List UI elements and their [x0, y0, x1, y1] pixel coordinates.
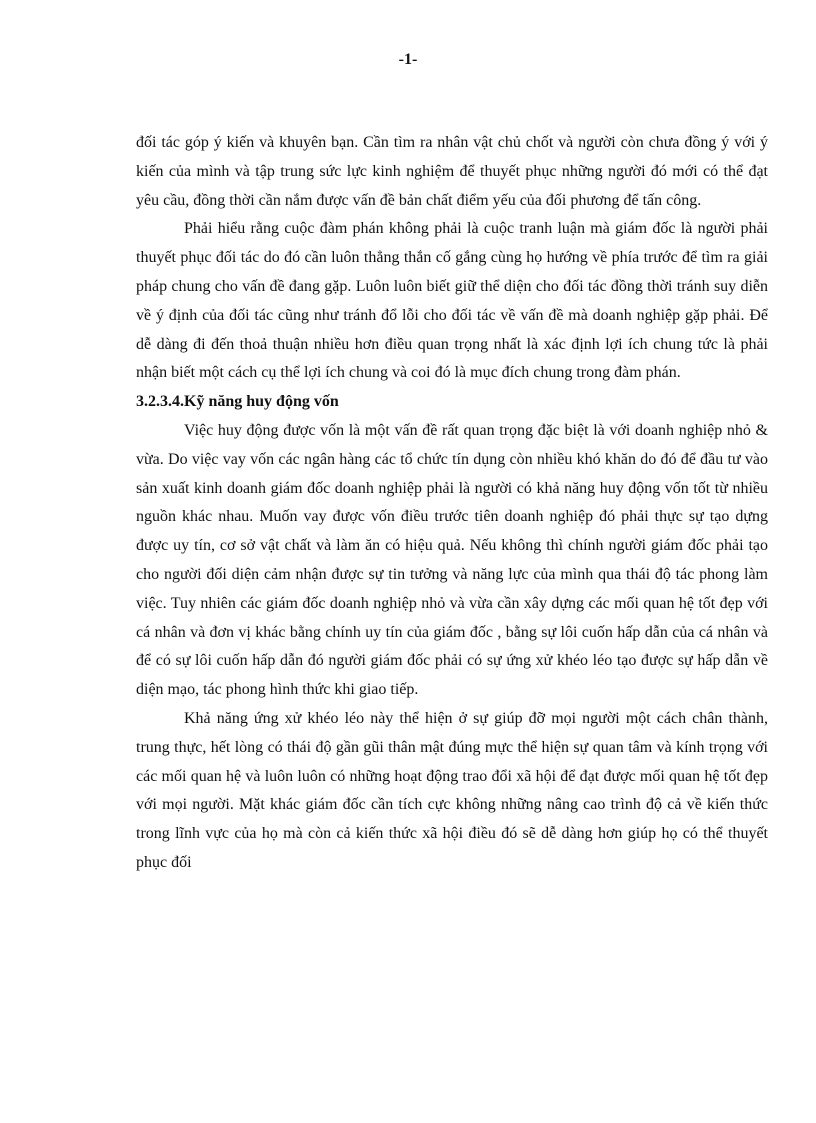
paragraph-2: Phải hiểu rằng cuộc đàm phán không phải là cuộc tranh luận mà giám đốc là người phải thuyết phục đối tác do đó cần luôn thẳng thắn cố gắng cùng họ hướng về phía trước để tìm ra giải pháp chung cho vấn đề đang gặp. Luôn luôn biết giữ thể diện cho đối tác đồng thời tránh suy diễn về ý định của đối tác cũng như tránh đổ lỗi cho đối tác về vấn đề mà doanh nghiệp gặp phải. Để dễ dàng đi đến thoả thuận nhiều hơn điều quan trọng nhất là xác định lợi ích chung tức là phải nhận biết một cách cụ thể lợi ích chung và coi đó là mục đích chung trong đàm phán. — [136, 220, 768, 382]
section-heading: 3.2.3.4.Kỹ năng huy động vốn — [136, 393, 339, 411]
paragraph-1: đối tác góp ý kiến và khuyên bạn. Cần tìm ra nhân vật chủ chốt và người còn chưa đồng ý với ý kiến của mình và tập trung sức lực kinh nghiệm để thuyết phục những người đó mới có thể đạt yêu cầu, đồng thời cần nắm được vấn đề bản chất điểm yếu của đối phương để tấn công. — [136, 134, 768, 209]
page-body — [136, 129, 768, 878]
paragraph-3: Việc huy động được vốn là một vấn đề rất quan trọng đặc biệt là với doanh nghiệp nhỏ & vừa. Do việc vay vốn các ngân hàng các tổ chức tín dụng còn nhiều khó khăn do đó để đầu tư vào sản xuất kinh doanh giám đốc doanh nghiệp phải là người có khả năng huy động vốn tốt từ nhiều nguồn khác nhau. Muốn vay được vốn điều trước tiên doanh nghiệp đó phải thực sự tạo dựng được uy tín, cơ sở vật chất và làm ăn có hiệu quả. Nếu không thì chính người giám đốc phải tạo cho người đối diện cảm nhận được sự tin tưởng và năng lực của mình qua thái độ tác phong làm việc. Tuy nhiên các giám đốc doanh nghiệp nhỏ và vừa cần xây dựng các mối quan hệ tốt đẹp với cá nhân và đơn vị khác bằng chính uy tín của giám đốc , bằng sự lôi cuốn hấp dẫn của cá nhân và để có sự lôi cuốn hấp dẫn đó người giám đốc phải có sự ứng xử khéo léo tạo được sự hấp dẫn về diện mạo, tác phong hình thức khi giao tiếp. — [136, 421, 768, 699]
paragraph-4: Khả năng ứng xử khéo léo này thể hiện ở sự giúp đỡ mọi người một cách chân thành, trung thực, hết lòng có thái độ gần gũi thân mật đúng mực thể hiện sự quan tâm và kính trọng với các mối quan hệ và luôn luôn có những hoạt động trao đổi xã hội để đạt được mối quan hệ tốt đẹp với mọi người. Mặt khác giám đốc cần tích cực không những nâng cao trình độ cả về kiến thức trong lĩnh vực của họ mà còn cả kiến thức xã hội điều đó sẽ dễ dàng hơn giúp họ có thể thuyết phục đối — [136, 709, 768, 871]
page-number: -1- — [398, 51, 418, 68]
